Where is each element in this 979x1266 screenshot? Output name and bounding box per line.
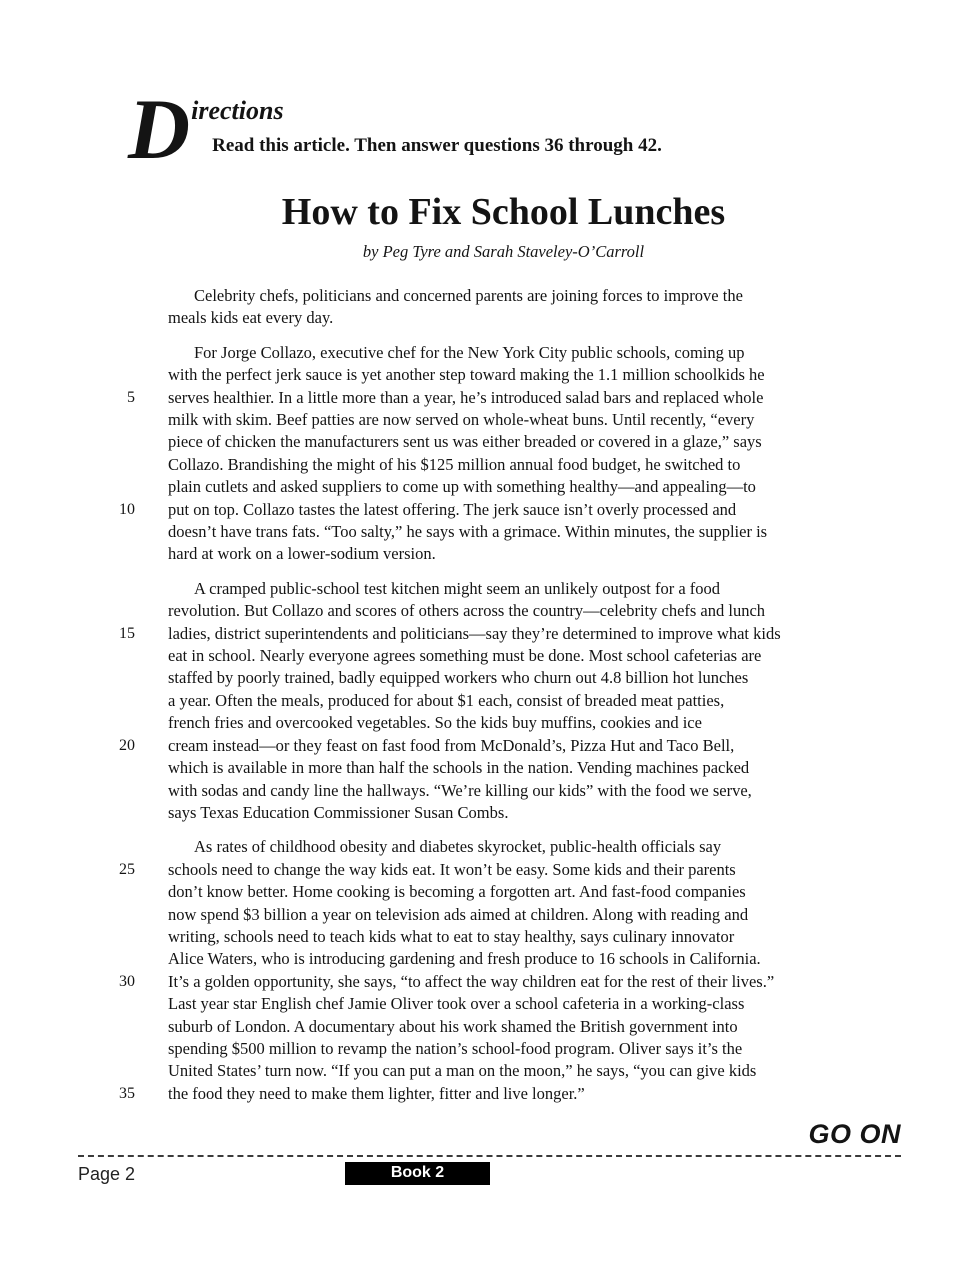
line-text: don’t know better. Home cooking is becoming a forgotten art. And fast-food companies: [168, 882, 746, 902]
article-line: [78, 948, 901, 970]
line-number: 35: [119, 1084, 135, 1102]
article-title: How to Fix School Lunches: [281, 191, 726, 234]
line-text: says Texas Education Commissioner Susan Combs.: [168, 802, 509, 822]
line-number: [78, 364, 135, 386]
line-number: [78, 1038, 135, 1060]
title-block: [78, 193, 901, 262]
line-text: now spend $3 billion a year on television ads aimed at children. Along with reading and: [168, 904, 749, 924]
line-number: [78, 543, 135, 565]
line-number: 30: [119, 972, 135, 990]
line-text: A cramped public-school test kitchen might seem an unlikely outpost for a food: [194, 578, 721, 598]
line-text: with sodas and candy line the hallways. “We’re killing our kids” with the food we serve,: [168, 780, 752, 800]
line-number: 10: [119, 500, 135, 518]
article-line: [78, 600, 901, 622]
line-text: revolution. But Collazo and scores of others across the country—celebrity chefs and lunch: [168, 601, 766, 621]
line-number: [78, 926, 135, 948]
line-text: a year. Often the meals, produced for about $1 each, consist of breaded meat patties,: [168, 690, 725, 710]
line-number: 25: [119, 860, 135, 878]
line-number: [78, 690, 135, 712]
line-number: [78, 712, 135, 734]
article-line: [78, 667, 901, 689]
line-text: Celebrity chefs, politicians and concerned parents are joining forces to improve the: [194, 285, 743, 305]
directions-word: irections: [191, 96, 284, 125]
line-number: [78, 476, 135, 498]
line-text: serves healthier. In a little more than a year, he’s introduced salad bars and replaced whole: [168, 387, 764, 407]
article-line: [78, 476, 901, 498]
article-line: [78, 926, 901, 948]
line-text: Alice Waters, who is introducing gardening and fresh produce to 16 schools in California.: [168, 949, 761, 969]
article-line: [78, 1038, 901, 1060]
article-line: [78, 836, 901, 858]
article-line: [78, 735, 901, 757]
line-number: [78, 780, 135, 802]
line-text: Collazo. Brandishing the might of his $125 million annual food budget, he switched to: [168, 454, 741, 474]
line-text: milk with skim. Beef patties are now served on whole-wheat buns. Until recently, “every: [168, 410, 755, 429]
article-line: [78, 971, 901, 993]
article-line: [78, 431, 901, 453]
article-line: [78, 757, 901, 779]
line-text: piece of chicken the manufacturers sent us was either breaded or covered in a glaze,” says: [168, 432, 762, 452]
line-text: cream instead—or they feast on fast food from McDonald’s, Pizza Hut and Taco Bell,: [168, 735, 735, 755]
book-badge: Book 2: [345, 1162, 490, 1185]
line-text: put on top. Collazo tastes the latest offering. The jerk sauce isn’t overly processed and: [168, 499, 737, 519]
line-text: meals kids eat every day.: [168, 308, 334, 328]
line-number: [78, 521, 135, 543]
line-number: [78, 307, 135, 329]
line-text: As rates of childhood obesity and diabetes skyrocket, public-health officials say: [194, 837, 722, 857]
page-number-label: Page 2: [78, 1164, 136, 1185]
line-text: suburb of London. A documentary about his work shamed the British government into: [168, 1016, 738, 1036]
line-number: [78, 578, 135, 600]
directions-header: [128, 81, 901, 177]
line-number: [78, 1060, 135, 1082]
line-text: United States’ turn now. “If you can put a man on the moon,” he says, “you can give kids: [168, 1061, 757, 1081]
line-number: [78, 645, 135, 667]
line-number: [78, 802, 135, 824]
line-number: [78, 667, 135, 689]
article-line: [78, 780, 901, 802]
line-text: eat in school. Nearly everyone agrees something must be done. Most school cafeterias are: [168, 646, 762, 666]
article-line: [78, 364, 901, 386]
line-number: [78, 454, 135, 476]
line-number: [78, 757, 135, 779]
article-paragraph: [78, 342, 901, 566]
article-line: [78, 645, 901, 667]
article-line: [78, 623, 901, 645]
line-text: with the perfect jerk sauce is yet another step toward making the 1.1 million schoolkids he: [168, 365, 765, 385]
go-on-label: GO ON: [808, 1119, 901, 1150]
line-number: [78, 993, 135, 1015]
line-number: 20: [119, 736, 135, 754]
article-line: [78, 578, 901, 600]
line-number: [78, 409, 135, 431]
line-text: hard at work on a lower-sodium version.: [168, 544, 436, 564]
footer: [78, 1162, 901, 1188]
line-text: doesn’t have trans fats. “Too salty,” he says with a grimace. Within minutes, the supplier is: [168, 522, 768, 542]
line-text: plain cutlets and asked suppliers to come up with something healthy—and appealing—to: [168, 477, 756, 497]
line-number: 5: [127, 388, 135, 406]
line-text: the food they need to make them lighter, fitter and live longer.”: [168, 1083, 585, 1103]
line-text: writing, schools need to teach kids what to eat to stay healthy, says culinary innovator: [168, 926, 735, 946]
article-line: [78, 690, 901, 712]
article-byline: by Peg Tyre and Sarah Staveley-O’Carroll: [362, 241, 645, 261]
line-number: [78, 342, 135, 364]
line-number: [78, 285, 135, 307]
article-line: [78, 1083, 901, 1105]
article-line: [78, 1060, 901, 1082]
article-line: [78, 881, 901, 903]
article-line: [78, 307, 901, 329]
article-line: [78, 342, 901, 364]
line-number: [78, 904, 135, 926]
article-line: [78, 859, 901, 881]
article-line: [78, 802, 901, 824]
article-line: [78, 904, 901, 926]
line-number: [78, 836, 135, 858]
line-number: [78, 431, 135, 453]
directions-dropcap: D: [128, 81, 189, 177]
article-line: [78, 543, 901, 565]
article-paragraph: [78, 285, 901, 330]
line-text: ladies, district superintendents and politicians—say they’re determined to improve what kids: [168, 623, 781, 643]
line-number: [78, 881, 135, 903]
article-line: [78, 499, 901, 521]
line-text: which is available in more than half the schools in the nation. Vending machines packed: [168, 758, 750, 778]
line-text: staffed by poorly trained, badly equipped workers who churn out 4.8 billion hot lunches: [168, 668, 749, 688]
line-text: french fries and overcooked vegetables. So the kids buy muffins, cookies and ice: [168, 713, 702, 733]
line-text: For Jorge Collazo, executive chef for the New York City public schools, coming up: [194, 342, 745, 362]
article-line: [78, 993, 901, 1015]
article-paragraph: [78, 836, 901, 1105]
line-text: spending $500 million to revamp the nation’s school-food program. Oliver says it’s the: [168, 1038, 743, 1058]
article-line: [78, 285, 901, 307]
article-line: [78, 409, 901, 431]
line-number: 15: [119, 624, 135, 642]
directions-instruction: Read this article. Then answer questions 36 through 42.: [212, 135, 662, 156]
article-body: [78, 285, 901, 1105]
article-line: [78, 521, 901, 543]
directions-text-group: [191, 96, 662, 157]
article-paragraph: [78, 578, 901, 824]
footer-divider: [78, 1155, 901, 1157]
line-text: It’s a golden opportunity, she says, “to affect the way children eat for the rest of their lives.”: [168, 971, 775, 991]
line-text: Last year star English chef Jamie Oliver took over a school cafeteria in a working-class: [168, 994, 745, 1014]
line-number: [78, 600, 135, 622]
article-line: [78, 454, 901, 476]
line-number: [78, 1016, 135, 1038]
line-number: [78, 948, 135, 970]
article-line: [78, 387, 901, 409]
line-text: schools need to change the way kids eat. It won’t be easy. Some kids and their parents: [168, 859, 736, 879]
article-line: [78, 712, 901, 734]
article-line: [78, 1016, 901, 1038]
